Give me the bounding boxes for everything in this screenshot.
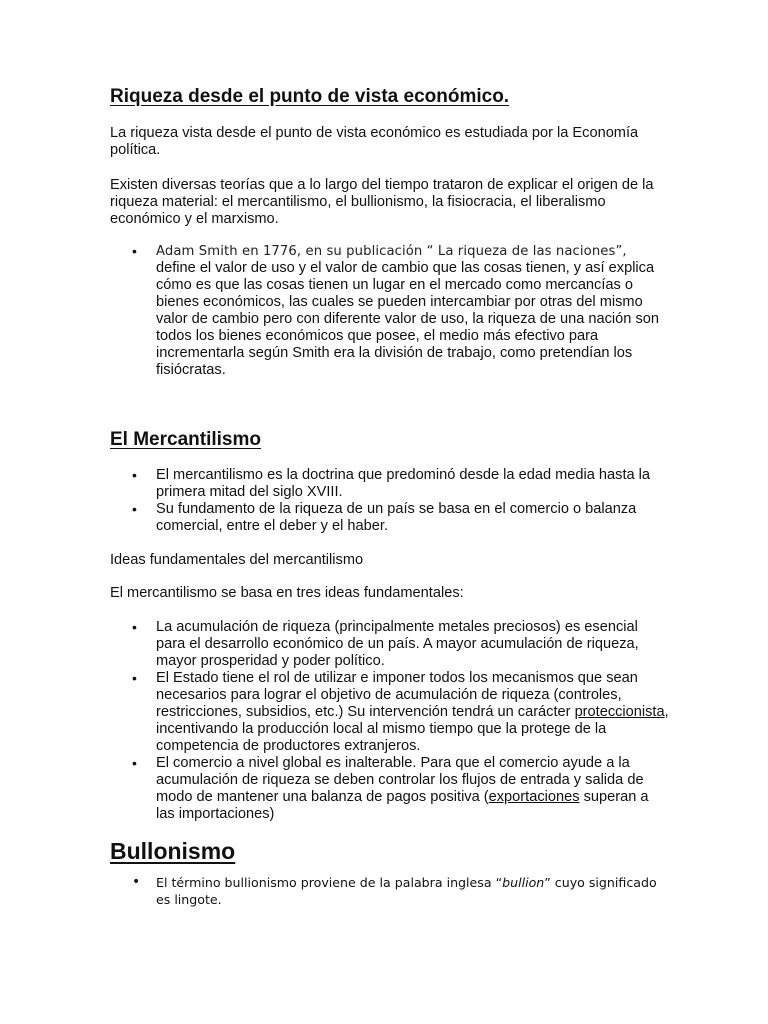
proteccionista-link[interactable]: proteccionista	[574, 704, 665, 720]
list-item	[110, 467, 670, 501]
paragraph-economia-politica: La riqueza vista desde el punto de vista económico es estudiada por la Economía política.	[110, 125, 639, 158]
list-item-text: El Estado tiene el rol de utilizar e imponer todos los mecanismos que sean necesarios para lograr el objetivo de acumulación de riqueza (controles, restricciones, subsidios, etc.) Su intervención tendrá un carácter	[156, 670, 638, 720]
bullet-icon: •	[132, 243, 137, 259]
list-item-text: ” cuyo significado es lingote.	[156, 875, 657, 907]
list-item	[110, 619, 670, 670]
paragraph-tres-ideas: El mercantilismo se basa en tres ideas fundamentales:	[110, 585, 464, 601]
list-item	[110, 243, 670, 379]
mercantilismo-list	[110, 467, 670, 535]
paragraph-ideas-fundamentales: Ideas fundamentales del mercantilismo	[110, 552, 364, 568]
list-item	[110, 501, 670, 535]
list-item-text: El comercio a nivel global es inalterable. Para que el comercio ayude a la acumulación de riqueza se deben controlar los flujos de entrada y salida de modo de mantener una balanza de pagos positiva (	[156, 755, 644, 805]
bullonismo-list	[110, 874, 670, 908]
list-item-text: superan a las importaciones)	[156, 789, 649, 822]
bullion-term: bullion	[502, 875, 545, 890]
bullet-icon: •	[132, 670, 137, 686]
paragraph-teorias: Existen diversas teorías que a lo largo del tiempo trataron de explicar el origen de la riqueza material: el mercantilismo, el bullionismo, la fisiocracia, el liberalismo económico y el marxismo.	[110, 177, 654, 227]
bullet-lead-text: Adam Smith en 1776, en su publicación “ La riqueza de las naciones”,	[156, 244, 627, 259]
bullet-icon: •	[132, 755, 137, 771]
section-title-riqueza: Riqueza desde el punto de vista económico.	[110, 86, 510, 107]
list-item-text: La acumulación de riqueza (principalmente metales preciosos) es esencial para el desarrollo económico de un país. A mayor acumulación de riqueza, mayor prosperidad y poder político.	[156, 619, 639, 669]
bullet-icon: •	[132, 467, 137, 483]
section-title-bullonismo: Bullonismo	[110, 838, 236, 864]
bullet-icon: •	[132, 501, 137, 517]
list-item	[110, 670, 670, 755]
bullet-icon: •	[132, 874, 141, 890]
ideas-list	[110, 619, 670, 823]
list-item-text: , incentivando la producción local al mismo tiempo que la protege de la competencia de productores extranjeros.	[156, 704, 669, 754]
list-item	[110, 874, 670, 908]
bullet-icon: •	[132, 619, 137, 635]
list-item-text: El mercantilismo es la doctrina que predominó desde la edad media hasta la primera mitad del siglo XVIII.	[156, 467, 651, 500]
adam-smith-list	[110, 243, 670, 379]
list-item	[110, 755, 670, 823]
section-title-mercantilismo: El Mercantilismo	[110, 429, 261, 450]
list-item-text: Su fundamento de la riqueza de un país se basa en el comercio o balanza comercial, entre el deber y el haber.	[156, 501, 637, 534]
bullet-body-text: define el valor de uso y el valor de cambio que las cosas tienen, y así explica cómo es que las cosas tienen un lugar en el mercado como mercancías o bienes económicos, las cuales se pueden intercambiar por otras del mismo valor de cambio pero con diferente valor de uso, la riqueza de una nación son todos los bienes económicos que posee, el medio más efectivo para incrementarla según Smith era la división de trabajo, como pretendían los fisiócratas.	[156, 260, 659, 378]
list-item-text: El término bullionismo proviene de la palabra inglesa “	[156, 875, 503, 890]
exportaciones-link[interactable]: exportaciones	[488, 789, 580, 805]
